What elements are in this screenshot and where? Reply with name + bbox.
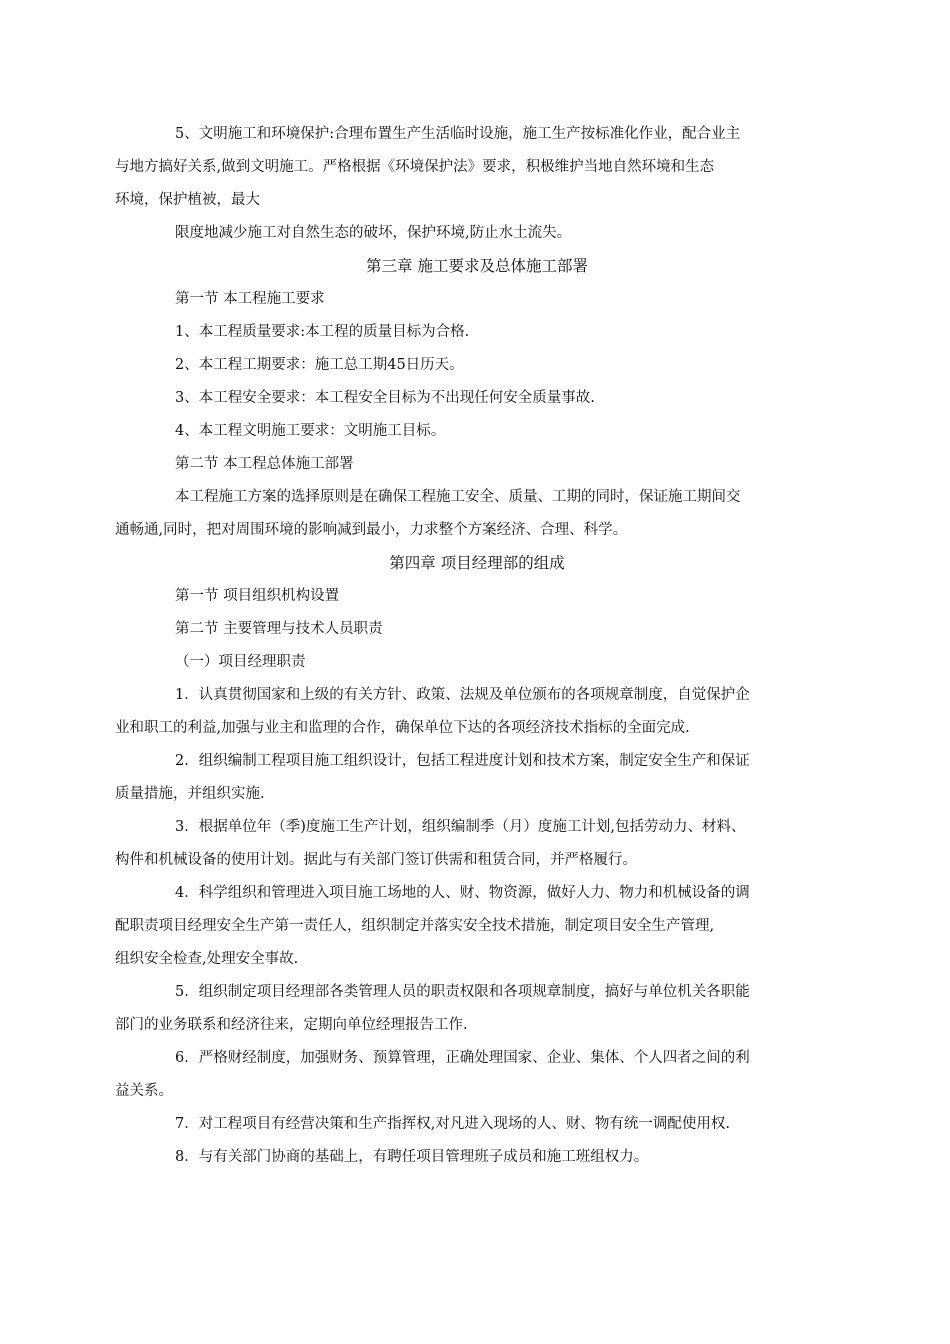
text-line: 2．组织编制工程项目施工组织设计，包括工程进度计划和技术方案，制定安全生产和保证 bbox=[175, 753, 750, 769]
text-line: 5、文明施工和环境保护:合理布置生产生活临时设施，施工生产按标准化作业，配合业主 bbox=[175, 126, 741, 142]
paragraph-quality bbox=[145, 316, 809, 349]
text-line: 限度地减少施工对自然生态的破坏，保护环境,防止水土流失。 bbox=[175, 225, 572, 241]
section-heading: 第一节 本工程施工要求 bbox=[175, 291, 325, 307]
duty-item-3 bbox=[115, 811, 809, 877]
duty-item-6 bbox=[115, 1042, 809, 1108]
text-line: 质量措施，并组织实施. bbox=[115, 786, 265, 802]
text-line: 3、本工程安全要求：本工程安全目标为不出现任何安全质量事故. bbox=[175, 390, 595, 406]
paragraph-civilized-construction bbox=[115, 118, 809, 217]
duty-item-5 bbox=[115, 976, 809, 1042]
paragraph-environment bbox=[145, 217, 809, 250]
duty-item-7 bbox=[145, 1108, 809, 1141]
text-line: 配职责项目经理安全生产第一责任人，组织制定并落实安全技术措施，制定项目安全生产管理, bbox=[115, 918, 715, 934]
chapter-heading-3: 第三章 施工要求及总体施工部署 bbox=[366, 257, 588, 275]
paragraph-civilized bbox=[145, 415, 809, 448]
text-line: 7．对工程项目有经营决策和生产指挥权,对凡进入现场的人、财、物有统一调配使用权. bbox=[175, 1116, 730, 1132]
text-line: 3．根据单位年（季)度施工生产计划，组织编制季（月）度施工计划,包括劳动力、材料、 bbox=[175, 819, 746, 835]
text-line: 构件和机械设备的使用计划。据此与有关部门签订供需和租赁合同，并严格履行。 bbox=[115, 852, 637, 868]
text-line: 通畅通,同时，把对周围环境的影响减到最小，力求整个方案经济、合理、科学。 bbox=[115, 522, 628, 538]
text-line: 益关系。 bbox=[115, 1083, 173, 1099]
duty-item-4 bbox=[115, 877, 809, 976]
section-heading: 第二节 本工程总体施工部署 bbox=[175, 456, 354, 472]
text-line: 1．认真贯彻国家和上级的有关方针、政策、法规及单位颁布的各项规章制度，自觉保护企 bbox=[175, 687, 750, 703]
document-page bbox=[115, 118, 809, 1174]
duty-item-1 bbox=[115, 679, 809, 745]
section-heading: 第一节 项目组织机构设置 bbox=[175, 588, 340, 604]
duty-item-2 bbox=[115, 745, 809, 811]
chapter-heading-4: 第四章 项目经理部的组成 bbox=[389, 554, 565, 572]
paragraph-schedule bbox=[145, 349, 809, 382]
text-line: 4．科学组织和管理进入项目施工场地的人、财、物资源，做好人力、物力和机械设备的调 bbox=[175, 885, 750, 901]
text-line: 部门的业务联系和经济往来，定期向单位经理报告工作. bbox=[115, 1017, 468, 1033]
text-line: 本工程施工方案的选择原则是在确保工程施工安全、质量、工期的同时，保证施工期间交 bbox=[175, 489, 741, 505]
text-line: 2、本工程工期要求：施工总工期45日历天。 bbox=[175, 357, 464, 373]
text-line: 1、本工程质量要求:本工程的质量目标为合格. bbox=[175, 324, 470, 340]
section-heading: 第二节 主要管理与技术人员职责 bbox=[175, 621, 383, 637]
text-line: 8．与有关部门协商的基础上，有聘任项目管理班子成员和施工班组权力。 bbox=[175, 1149, 649, 1165]
subsection-heading: （一）项目经理职责 bbox=[175, 654, 306, 670]
duty-item-8 bbox=[145, 1141, 809, 1174]
text-line: 业和职工的利益,加强与业主和监理的合作，确保单位下达的各项经济技术指标的全面完成. bbox=[115, 720, 690, 736]
text-line: 组织安全检查,处理安全事故. bbox=[115, 951, 299, 967]
text-line: 环境，保护植被，最大 bbox=[115, 192, 260, 208]
text-line: 与地方搞好关系,做到文明施工。严格根据《环境保护法》要求，积极维护当地自然环境和生态 bbox=[115, 159, 715, 175]
text-line: 6．严格财经制度，加强财务、预算管理，正确处理国家、企业、集体、个人四者之间的利 bbox=[175, 1050, 750, 1066]
text-line: 5．组织制定项目经理部各类管理人员的职责权限和各项规章制度，搞好与单位机关各职能 bbox=[175, 984, 750, 1000]
paragraph-deployment bbox=[115, 481, 809, 547]
paragraph-safety bbox=[145, 382, 809, 415]
text-line: 4、本工程文明施工要求：文明施工目标。 bbox=[175, 423, 446, 439]
